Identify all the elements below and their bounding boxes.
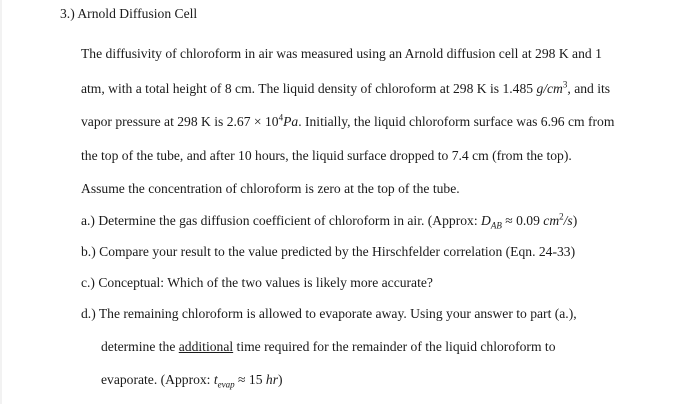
question-c: c.) Conceptual: Which of the two values is likely more accurate? (81, 275, 433, 290)
question-a-text: a.) Determine the gas diffusion coefficient of chloroform in air. (Approx: (81, 213, 482, 228)
additional-underlined: additional (178, 339, 234, 354)
diffusivity-unit-time: /s (563, 213, 573, 228)
question-a (81, 212, 577, 230)
problem-text-line-5: Assume the concentration of chloroform is zero at the top of the tube. (81, 181, 460, 196)
line3-text: vapor pressure at 298 K is 2.67 × 10 (81, 114, 279, 129)
pressure-unit: Pa (283, 114, 299, 129)
question-d-line-1: d.) The remaining chloroform is allowed to evaporate away. Using your answer to part (a.), (81, 306, 577, 321)
diffusivity-subscript: AB (490, 220, 502, 231)
question-d-approx: ≈ 15 (234, 372, 266, 387)
question-a-close: ) (572, 213, 578, 228)
evap-time-unit: hr (265, 372, 278, 387)
question-d-line-2-text: determine the (101, 339, 179, 354)
evap-time-subscript: evap (217, 379, 235, 390)
question-d-close: ) (277, 372, 283, 387)
left-margin-border (0, 0, 2, 404)
question-d-line-2 (101, 338, 556, 356)
diffusivity-unit-exponent: 2 (559, 211, 564, 222)
problem-text-line-1: The diffusivity of chloroform in air was measured using an Arnold diffusion cell at 298 K and 1 (81, 46, 602, 61)
diffusivity-symbol: D (481, 213, 491, 228)
line2-tail: , and its (567, 81, 611, 96)
line3-tail: . Initially, the liquid chloroform surface was 6.96 cm from (298, 114, 615, 129)
problem-text-line-2 (81, 80, 610, 98)
evap-time-symbol: t (213, 372, 218, 387)
question-d-line-3 (101, 371, 283, 389)
problem-title: 3.) Arnold Diffusion Cell (60, 6, 198, 21)
question-a-approx: ≈ 0.09 (501, 213, 544, 228)
problem-text-line-3 (81, 113, 614, 131)
line2-text: atm, with a total height of 8 cm. The liquid density of chloroform at 298 K is 1.485 (81, 81, 537, 96)
diffusivity-unit: cm (543, 213, 560, 228)
problem-text-line-4: the top of the tube, and after 10 hours, the liquid surface dropped to 7.4 cm (from the top). (81, 148, 572, 163)
density-unit-exponent: 3 (562, 79, 568, 90)
question-d-line-3-text: evaporate. (Approx: (101, 372, 214, 387)
question-d-line-2-tail: time required for the remainder of the liquid chloroform to (233, 339, 556, 354)
question-b: b.) Compare your result to the value predicted by the Hirschfelder correlation (Eqn. 24-33) (81, 244, 576, 259)
pressure-exponent: 4 (278, 112, 284, 123)
density-unit: g/cm (536, 81, 563, 96)
